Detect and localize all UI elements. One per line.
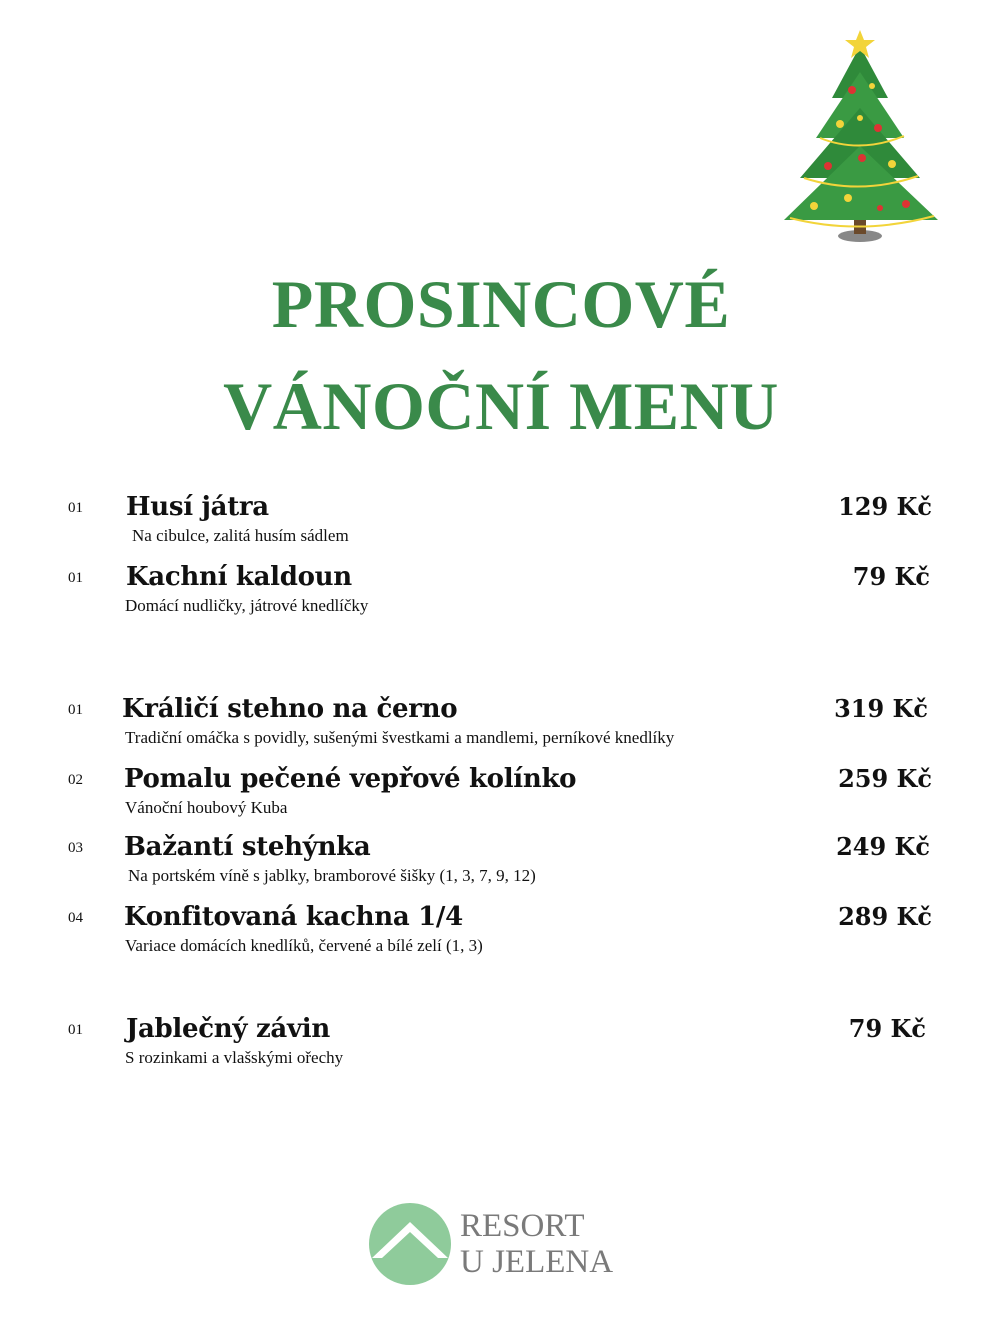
logo-text-resort: RESORT xyxy=(460,1208,585,1244)
item-description: Tradiční omáčka s povidly, sušenými švestkami a mandlemi, perníkové knedlíky xyxy=(125,728,675,747)
item-price: 289 Kč xyxy=(838,902,932,931)
christmas-tree-icon xyxy=(780,28,942,246)
item-price: 249 Kč xyxy=(836,832,930,861)
item-description: S rozinkami a vlašskými ořechy xyxy=(125,1048,344,1067)
item-number: 03 xyxy=(68,840,83,856)
menu-title-line1: PROSINCOVÉ xyxy=(271,266,731,342)
menu-item xyxy=(0,832,1002,892)
mountain-logo-icon xyxy=(368,1202,452,1286)
menu-item xyxy=(0,492,1002,552)
item-price: 79 Kč xyxy=(852,562,930,591)
item-name: Pomalu pečené vepřové kolínko xyxy=(124,764,577,794)
item-description: Na portském víně s jablky, bramborové šišky (1, 3, 7, 9, 12) xyxy=(128,866,536,885)
item-price: 79 Kč xyxy=(848,1014,926,1043)
item-number: 01 xyxy=(68,1022,83,1038)
item-number: 04 xyxy=(68,910,83,926)
resort-logo xyxy=(368,1202,614,1292)
menu-item xyxy=(0,764,1002,824)
item-description: Variace domácích knedlíků, červené a bílé zelí (1, 3) xyxy=(125,936,483,955)
menu-item xyxy=(0,562,1002,622)
item-number: 01 xyxy=(68,500,83,516)
logo-text-u-jelena: U JELENA xyxy=(460,1244,614,1280)
item-number: 02 xyxy=(68,772,83,788)
menu-item xyxy=(0,1014,1002,1074)
menu-item xyxy=(0,902,1002,962)
item-name: Jablečný závin xyxy=(126,1014,330,1044)
item-price: 319 Kč xyxy=(834,694,928,723)
menu-item xyxy=(0,694,1002,754)
menu-title-line2: VÁNOČNÍ MENU xyxy=(223,368,779,444)
item-description: Vánoční houbový Kuba xyxy=(125,798,288,817)
item-description: Domácí nudličky, játrové knedlíčky xyxy=(125,596,369,615)
item-number: 01 xyxy=(68,570,83,586)
item-number: 01 xyxy=(68,702,83,718)
item-name: Kachní kaldoun xyxy=(126,562,352,592)
item-name: Konfitovaná kachna 1/4 xyxy=(124,902,463,932)
item-name: Husí játra xyxy=(126,492,269,522)
item-name: Bažantí stehýnka xyxy=(124,832,371,862)
item-name: Králičí stehno na černo xyxy=(122,694,458,724)
item-price: 259 Kč xyxy=(838,764,932,793)
item-price: 129 Kč xyxy=(838,492,932,521)
item-description: Na cibulce, zalitá husím sádlem xyxy=(132,526,349,545)
